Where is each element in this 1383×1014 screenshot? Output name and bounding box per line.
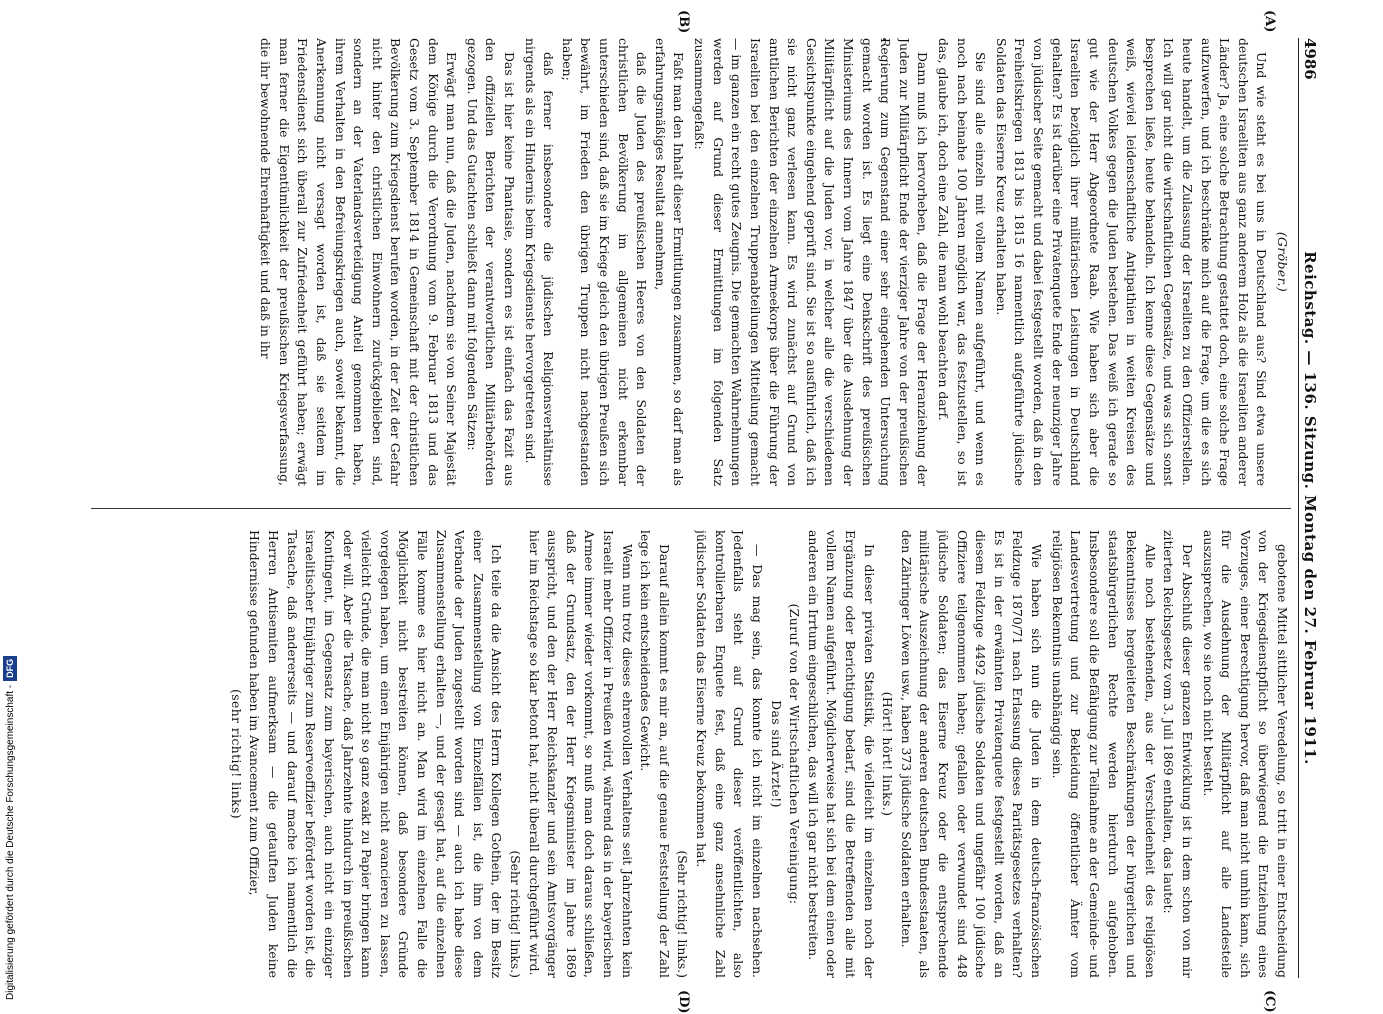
credit-text: Digitalisierung gefördert durch die Deutsche Forschungsgemeinschaft - xyxy=(5,684,16,1000)
interjection: (sehr richtig! links) xyxy=(228,689,244,819)
digitization-credit xyxy=(0,592,20,1000)
margin-mark-d: (D) xyxy=(676,990,691,1014)
paragraph: Das ist hier keine Phantasie, sondern es ist einfach das Fazit aus den offiziellen Berichten der verantwortlichen Militärbehörden gezogen. Und das Gutachten schließt dann mit folgenden Sätzen: xyxy=(464,38,518,486)
paragraph: — Das mag sein, das konnte ich nicht im einzelnen nachsehen. Jedenfalls steht auf Grund dieser veröffentlichten, also kontrollierbaren Enquete fest, daß eine ganz ansehnliche Zahl jüdischer Soldaten das Eiserne Kreuz bekommen hat. xyxy=(694,530,765,978)
paragraph: Darauf allein kommt es mir an, auf die genaue Feststellung der Zahl lege ich kein entscheidendes Gewicht. xyxy=(638,530,672,978)
paragraph: Ich teile da die Ansicht des Herrn Kollegen Gothein, der im Besitz einer Zusammenstellung von Einzelfällen ist, die ihm von dem Verbande der Juden zugestellt worden sind — auch ich habe diese Zusammenstellung erhalten —, und der gesagt hat, auf die einzelnen Fälle komme es hier nicht an. Man wird im einzelnen Falle die Möglichkeit nicht bestreiten können, daß besondere Gründe vorgelegen haben, um einen Einjährigen nicht avancieren zu lassen, vielleicht Gründe, die man nicht so ganz exakt zu Papier bringen kann oder will. Aber die Tatsache, daß Jahrzehnte hindurch im preußischen Kontingent, im Gegensatz zum bayerischen, auch nicht ein einziger israelitischer Einjähriger zum Reserveoffizier befördert worden ist, die Tatsache, daß andererseits — und darauf mache ich namentlich die Herren Antisemiten aufmerksam — die getauften Juden keine Hindernisse gefunden haben im Avancement zum Offizier, xyxy=(247,530,505,978)
interjection: (Hört! hört! links.) xyxy=(880,691,896,817)
paragraph: Wenn nun trotz dieses ehrenvollen Verhaltens seit Jahrzehnten kein Israelit mehr Offizier in Preußen wird, während das in der bayerischen Armee immer wieder vorkommt, so muß man doch daraus schließen, daß der Grundsatz, den der Herr Kriegsminister im Jahre 1869 ausspricht, und den der Herr Reichskanzler und sein Amtsvorgänger hier im Reichstage so klar betont hat, nicht überall durchgeführt wird. xyxy=(526,530,635,978)
paragraph: Und wie steht es bei uns in Deutschland aus? Sind etwa unsere deutschen Israeliten aus ganz anderem Holz als die Israeliten anderer Länder? Ja, eine solche Betrachtung gestattet doch, eine solche Frage aufzuwerfen, und ich beschränke mich auf die Frage, um die es sich heute handelt, um die Zulassung der Israeliten zu den Offizierstellen. Ich will gar nicht die wirtschaftlichen Gegensätze, und was sich sonst besprechen ließe, heute behandeln. Ich kenne diese Gegensätze und weiß, wieviel leidenschaftliche Antipathien in weiten Kreisen des deutschen Volkes gegen die Juden bestehen. Das weiß ich gerade so gut wie der Herr Abgeordnete Raab. Wie haben sich aber die Israeliten bezüglich ihrer militärischen Leistungen in Deutschland gehalten? Es ist darüber eine Privatenquete Ende der neunziger Jahre von jüdischer Seite gemacht und dabei festgestellt worden, daß in den Freiheitskriegen 1813 bis 1815 16 namentlich aufgeführte jüdische Soldaten das Eiserne Kreuz erhalten haben. xyxy=(993,38,1270,486)
quote-paragraph: Erwägt man nun, daß die Juden, nachdem sie von Seiner Majestät dem Könige durch die Verordnung vom 9. Februar 1813 und das Gesetz vom 3. September 1814 in Gemeinschaft mit der christlichen Bevölkerung zum Kriegsdienst berufen worden, in der Zeit der Gefahr nicht hinter den christlichen Einwohnern zurückgeblieben sind, sondern an der Vaterlandsverteidigung Anteil genommen haben, ihrem Verhalten in den Befreiungskriegen auch, soweit bekannt, die Anerkennung nicht versagt worden ist, daß sie seitdem im Friedensdienst sich überall zur Zufriedenheit geführt haben; erwägt man ferner die Eigentümlichkeit der preußischen Kriegsverfassung, die ihr bewohnende Ehrenhaftigkeit und daß in ihr xyxy=(258,38,460,486)
speaker-name: (Gröber.) xyxy=(1275,231,1290,293)
left-column xyxy=(86,38,1291,486)
paragraph: Der Abschluß dieser ganzen Entwicklung ist in dem schon von mir zitierten Reichsgesetz vom 3. Juli 1869 enthalten, das lautet: xyxy=(1161,530,1195,978)
quote-paragraph: daß ferner insbesondere die jüdischen Religionsverhältnisse nirgends als ein Hindernis beim Kriegsdienste hervorgetreten sind. xyxy=(522,38,557,486)
quote-paragraph: Faßt man den Inhalt dieser Ermittlungen zusammen, so darf man als erfahrungsmäßiges Resultat annehmen, xyxy=(652,38,687,486)
quote-paragraph: daß die Juden des preußischen Heeres von den Soldaten der christlichen Bevölkerung im allgemeinen nicht erkennbar unterschieden sind, daß sie im Kriege gleich den übrigen Preußen sich bewährt, im Frieden den übrigen Truppen nicht nachgestanden haben; xyxy=(559,38,650,486)
column-divider xyxy=(91,508,1291,509)
paragraph: In dieser privaten Statistik, die vielleicht im einzelnen noch der Ergänzung oder Berichtigung bedarf, sind die Betreffenden alle mit vollem Namen aufgeführt. Möglicherweise hat sich bei dem einen oder anderen ein Irrtum eingeschlichen, das will ich gar nicht bestreiten. xyxy=(805,530,877,978)
page-number: 4986 xyxy=(1301,38,1319,80)
quote-paragraph: Alle noch bestehenden, aus der Verschiedenheit des religiösen Bekenntnisses hergeleiteten Beschränkungen der bürgerlichen und staatsbürgerlichen Rechte werden hierdurch aufgehoben. Insbesondere soll die Befähigung zur Teilnahme an der Gemeinde- und Landesvertretung und zur Bekleidung öffentlicher Ämter vom religiösen Bekenntnis unabhängig sein. xyxy=(1049,530,1158,978)
paragraph: Wie haben sich nun die Juden in dem deutsch-französischen Feldzuge 1870/71 nach Erlassung dieses Paritätsgesetzes verhalten? Es ist in der erwähnten Privatenquete festgestellt worden, daß an diesem Feldzuge 4492 jüdische Soldaten und ungefähr 100 jüdische Offiziere teilgenommen haben; gefallen oder verwundet sind 448 jüdische Soldaten; das Eiserne Kreuz oder die entsprechende militärische Auszeichnung der anderen deutschen Bundesstaaten, als den Zähringer Löwen usw., haben 373 jüdische Soldaten erhalten. xyxy=(898,530,1045,978)
right-column xyxy=(86,530,1291,978)
margin-mark-c: (C) xyxy=(1262,990,1277,1013)
interjection: (Sehr richtig! links.) xyxy=(508,850,524,978)
paragraph: Sie sind alle einzeln mit vollem Namen aufgeführt, und wenn es noch nach beinahe 100 Jahren möglich war, das festzustellen, so ist das, glaube ich, doch eine Zahl, die man wohl beachten darf. xyxy=(936,38,989,486)
margin-mark-a: (A) xyxy=(1262,10,1277,33)
document-page xyxy=(59,10,1321,1014)
paragraph: gebotene Mittel sittlicher Veredelung, so tritt in einer Entscheidung von der Kriegsdienstpflicht so überwiegend die Entziehung eines Vorzuges, einer Berechtigung hervor, daß man nicht umhin kann, sich für die Ausdehnung der Militärpflicht auf alle Landesteile auszusprechen, wo sie noch nicht besteht. xyxy=(1200,530,1290,978)
interjection: Das sind Ärzte!) xyxy=(768,700,784,808)
header-title: Reichstag. — 136. Sitzung. Montag den 27. Februar 1911. xyxy=(1301,251,1319,765)
running-header xyxy=(1298,38,1321,978)
dfg-logo: DFG xyxy=(3,656,17,681)
margin-mark-b: (B) xyxy=(676,10,691,34)
interjection: (Sehr richtig! links.) xyxy=(675,850,691,978)
paragraph: Dann muß ich hervorheben, daß die Frage der Heranziehung der Juden zur Militärpflicht Ende der vierziger Jahre von der preußischen Regierung zum Gegenstand einer sehr eingehenden Untersuchung gemacht worden ist. Es liegt eine Denkschrift des preußischen Ministeriums des Innern vom Jahre 1847 über die Ausdehnung der Militärpflicht auf die Juden vor, in welcher alle die verschiedenen Gesichtspunkte eingehend geprüft sind. Sie ist so ausführlich, daß ich sie nicht ganz verlesen kann. Es wird zunächst auf Grund von amtlichen Berichten der einzelnen Armeekorps über die Führung der Israeliten bei den einzelnen Truppenabteilungen Mitteilung gemacht — im ganzen ein recht gutes Zeugnis. Die gemachten Wahrnehmungen werden auf Grund dieser Ermittlungen im folgenden Satz zusammengefaßt: xyxy=(692,38,931,486)
interjection: (Zuruf von der Wirtschaftlichen Vereinigung: xyxy=(787,603,803,905)
